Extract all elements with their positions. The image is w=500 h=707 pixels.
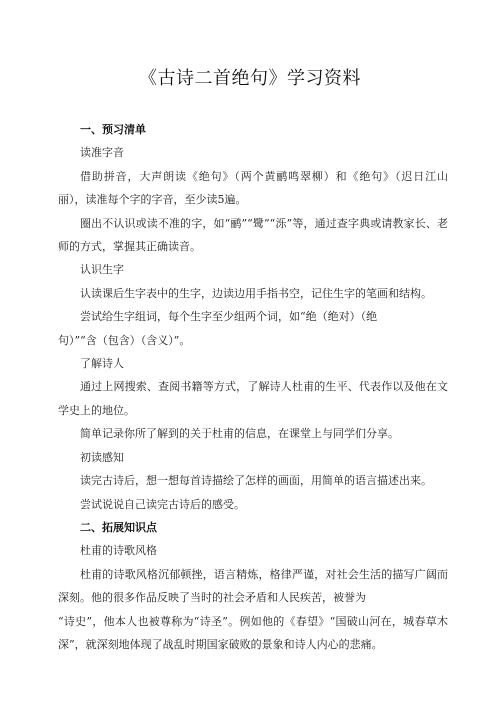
paragraph: “诗史”，他本人也被尊称为“诗圣”。例如他的《春望》“国破山河在，城春草木深”，就深刻地体现了战乱时期国家破败的景象和诗人内心的悲痛。 — [58, 614, 448, 651]
document-body — [58, 118, 448, 656]
paragraph: 尝试说说自己读完古诗后的感受。 — [80, 497, 245, 511]
subheading-first-reading: 初读感知 — [80, 450, 124, 464]
paragraph: 简单记录你所了解到的关于杜甫的信息，在课堂上与同学们分享。 — [80, 427, 399, 441]
section-heading-extension: 二、拓展知识点 — [80, 520, 157, 534]
paragraph: 认读课后生字表中的生字，边读边用手指书空，记住生字的笔画和结构。 — [80, 286, 432, 300]
subheading-characters: 认识生字 — [80, 263, 124, 277]
subheading-pronunciation: 读准字音 — [80, 146, 124, 160]
paragraph: 读完古诗后，想一想每首诗描绘了怎样的画面，用简单的语言描述出来。 — [80, 474, 432, 488]
document-title: 《古诗二首绝句》学习资料 — [139, 68, 361, 89]
paragraph: 句）”“含（包含）（含义）”。 — [58, 333, 191, 347]
section-heading-preview: 一、预习清单 — [80, 123, 146, 136]
paragraph: 通过上网搜索、查阅书籍等方式，了解诗人杜甫的生平、代表作以及他在文学史上的地位。 — [58, 380, 448, 417]
subheading-poet: 了解诗人 — [80, 357, 124, 371]
paragraph: 圈出不认识或读不准的字，如“鹂”“鹭”“泺”等，通过查字典或请教家长、老师的方式，掌握其正确读音。 — [58, 216, 448, 254]
subheading-poetry-style: 杜甫的诗歌风格 — [80, 544, 157, 558]
paragraph: 尝试给生字组词，每个生字至少组两个词，如“绝（绝对）（绝 — [80, 310, 378, 324]
paragraph: 杜甫的诗歌风格沉郁顿挫，语言精炼，格律严谨，对社会生活的描写广阔而深刻。他的很多作品反映了当时的社会矛盾和人民疾苦，被誉为 — [58, 567, 448, 605]
paragraph: 借助拼音，大声朗读《绝句》（两个黄鹂鸣翠柳）和《绝句》（迟日江山丽），读准每个字的字音，至少读5遍。 — [58, 169, 448, 207]
